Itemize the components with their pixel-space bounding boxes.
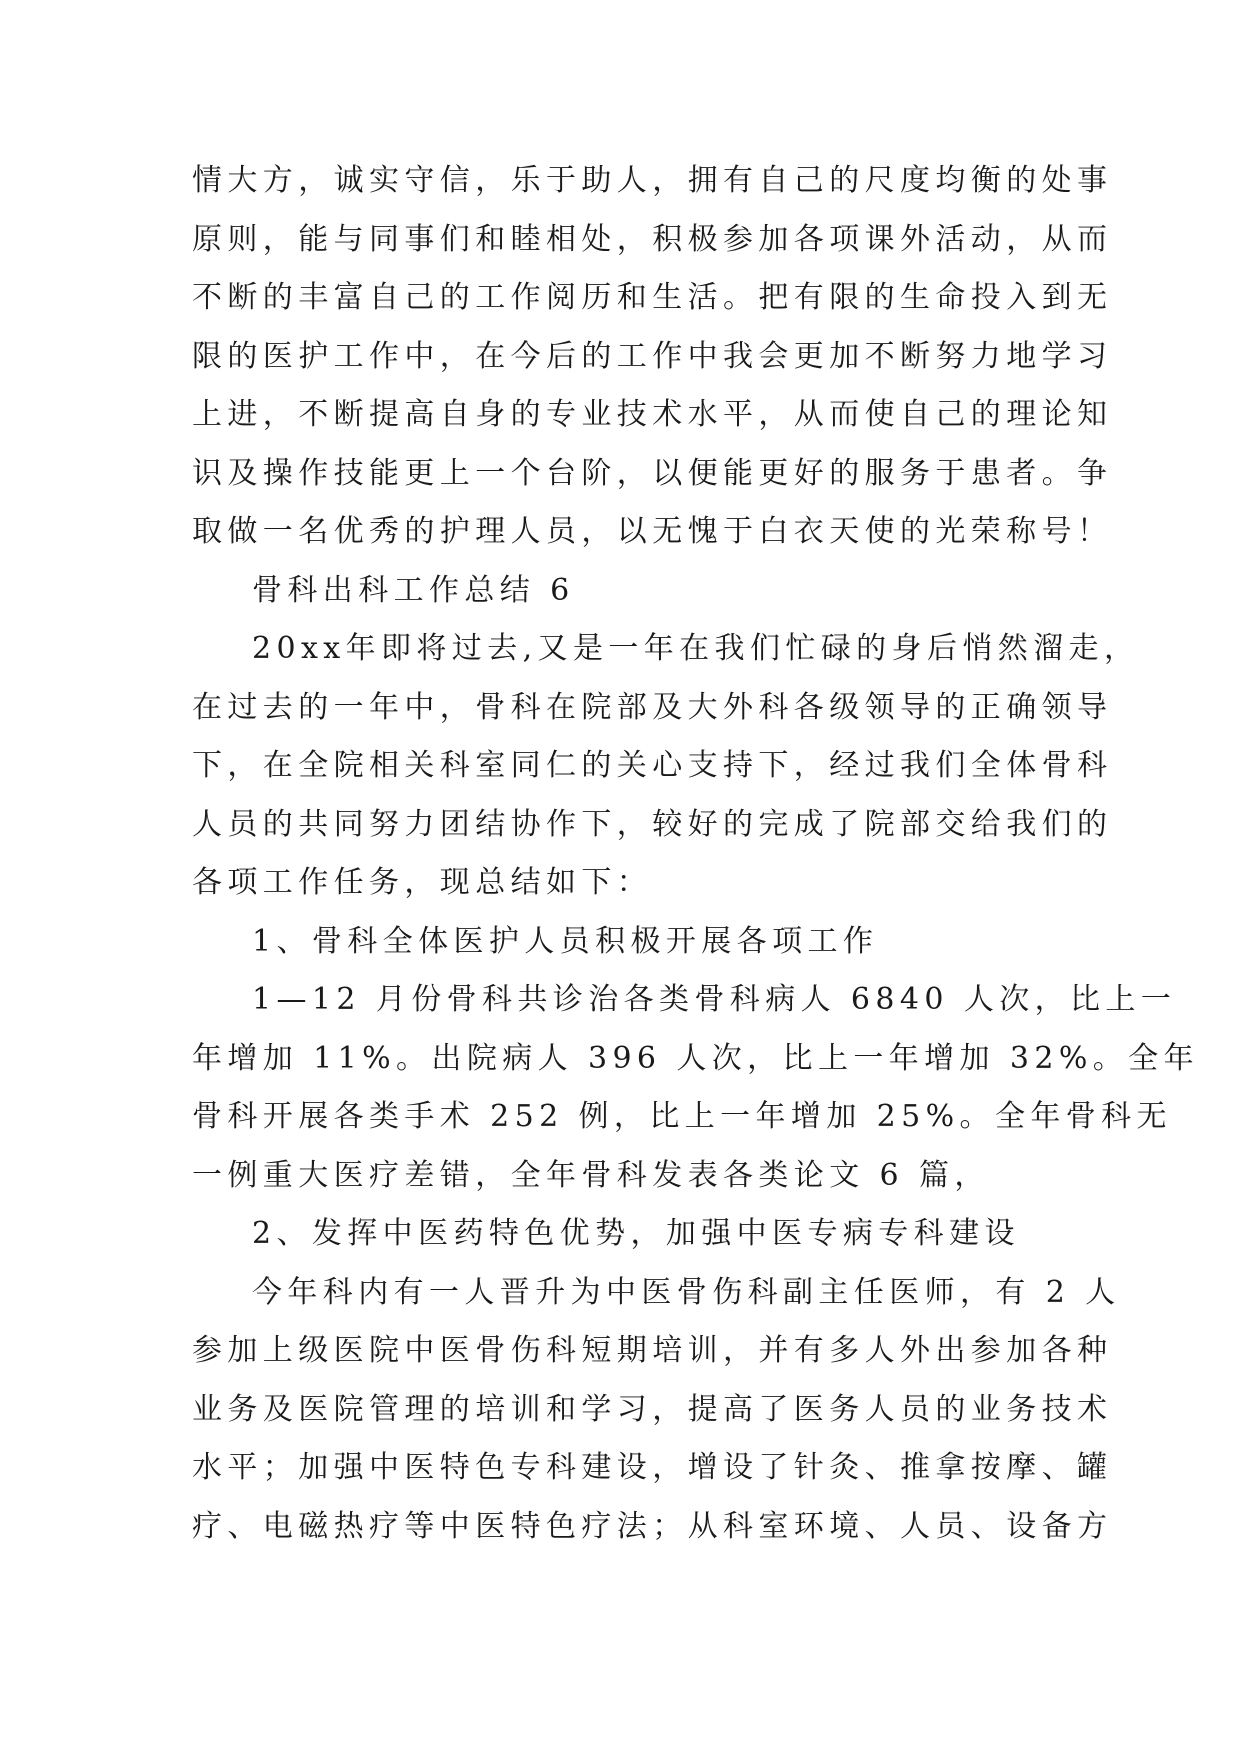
text-line: 年增加 11%。出院病人 396 人次，比上一年增加 32%。全年: [192, 1040, 1199, 1076]
text-line: 识及操作技能更上一个台阶，以便能更好的服务于患者。争: [192, 455, 1113, 491]
text-line: 人员的共同努力团结协作下，较好的完成了院部交给我们的: [192, 806, 1113, 842]
text-line: 下，在全院相关科室同仁的关心支持下，经过我们全体骨科: [192, 748, 1113, 783]
text-line: 原则，能与同事们和睦相处，积极参加各项课外活动，从而: [192, 221, 1113, 257]
text-line: 20xx年即将过去,又是一年在我们忙碌的身后悄然溜走，: [252, 631, 1140, 666]
text-line: 各项工作任务，现总结如下：: [192, 865, 653, 900]
text-line: 1—12 月份骨科共诊治各类骨科病人 6840 人次，比上一: [252, 982, 1177, 1017]
text-line: 今年科内有一人晋升为中医骨伤科副主任医师，有 2 人: [252, 1274, 1121, 1310]
text-line: 水平；加强中医特色专科建设，增设了针灸、推拿按摩、罐: [192, 1450, 1113, 1485]
text-line: 骨科开展各类手术 252 例，比上一年增加 25%。全年骨科无: [192, 1099, 1172, 1134]
text-line: 2、发挥中医药特色优势，加强中医专病专科建设: [252, 1216, 1020, 1251]
text-line: 不断的丰富自己的工作阅历和生活。把有限的生命投入到无: [192, 280, 1113, 315]
text-line: 上进，不断提高自身的专业技术水平，从而使自己的理论知: [192, 397, 1113, 432]
text-line: 取做一名优秀的护理人员，以无愧于白衣天使的光荣称号！: [192, 514, 1113, 549]
text-line: 参加上级医院中医骨伤科短期培训，并有多人外出参加各种: [192, 1333, 1113, 1368]
text-line: 在过去的一年中，骨科在院部及大外科各级领导的正确领导: [192, 689, 1113, 725]
document-body: [192, 152, 1199, 1556]
text-line: 疗、电磁热疗等中医特色疗法；从科室环境、人员、设备方: [192, 1508, 1113, 1544]
text-line: 1、骨科全体医护人员积极开展各项工作: [252, 923, 879, 959]
text-line: 骨科出科工作总结 6: [252, 572, 575, 608]
text-line: 一例重大医疗差错，全年骨科发表各类论文 6 篇，: [192, 1157, 990, 1193]
text-line: 限的医护工作中，在今后的工作中我会更加不断努力地学习: [192, 338, 1113, 374]
text-line: 情大方，诚实守信，乐于助人，拥有自己的尺度均衡的处事: [192, 163, 1113, 198]
text-line: 业务及医院管理的培训和学习，提高了医务人员的业务技术: [192, 1391, 1113, 1427]
